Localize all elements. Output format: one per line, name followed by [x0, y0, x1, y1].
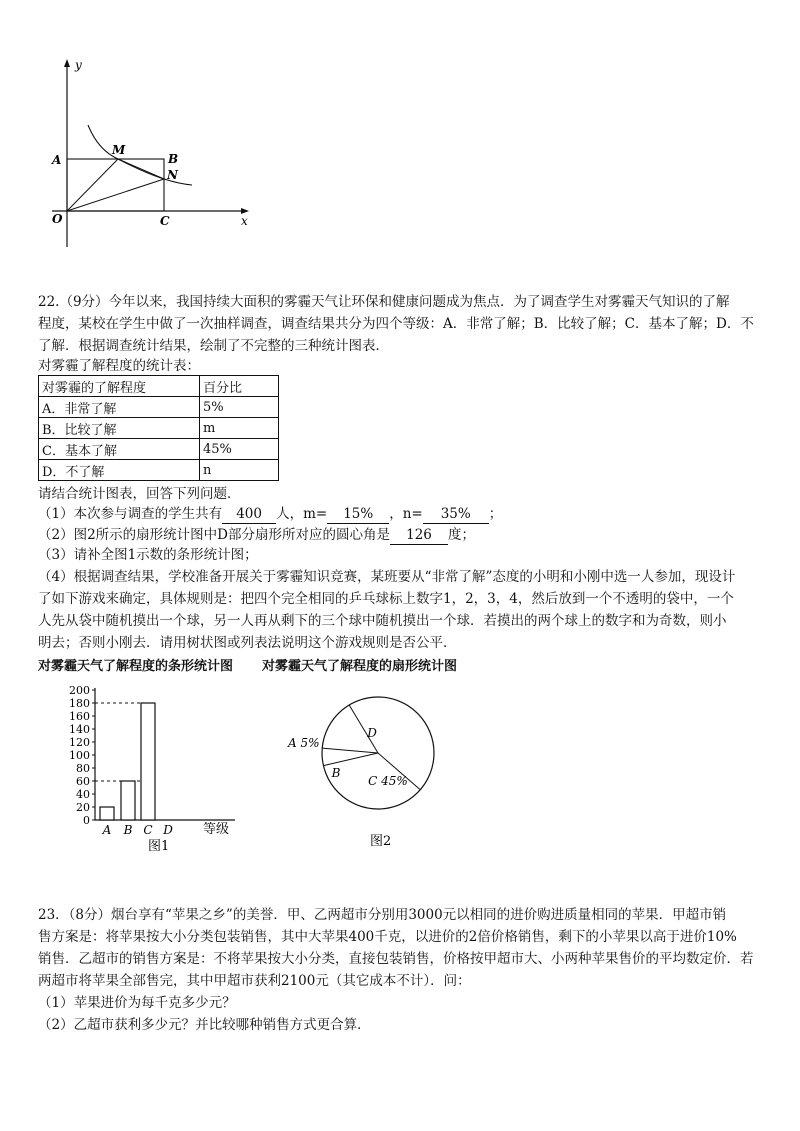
- y-tick-label: 80: [76, 762, 90, 775]
- bar: [121, 781, 135, 820]
- table-header-row: [39, 376, 279, 397]
- x-category-label: D: [163, 823, 173, 837]
- bar: [100, 807, 114, 820]
- y-tick-label: 0: [83, 814, 90, 827]
- bar-figure-caption: 图1: [148, 839, 170, 854]
- q22-line2: 程度，某校在学生中做了一次抽样调查，调查结果共分为四个等级：A．非常了解；B．比较了解；C．基本了解；D．不: [38, 316, 754, 332]
- answer-blank-angle: 126: [390, 526, 448, 545]
- segment-mn: [118, 159, 164, 179]
- table-cell: 5%: [200, 397, 279, 418]
- table-cell: C．基本了解: [39, 439, 200, 460]
- answer-blank-m: 15%: [327, 505, 389, 524]
- segment-om: [67, 159, 118, 211]
- y-tick-label: 100: [69, 749, 90, 762]
- q22-part4-line3: 人先从袋中随机摸出一个球，另一人再从剩下的三个球中随机摸出一个球．若摸出的两个球上的数字和为奇数，则小: [38, 613, 727, 629]
- table-cell: D．不了解: [39, 460, 200, 481]
- table-header-cell: 对雾霾的了解程度: [39, 376, 200, 397]
- table-row: [39, 397, 279, 418]
- part1-text: 人，m=: [276, 506, 328, 522]
- y-tick-label: 40: [76, 788, 90, 801]
- label-x: x: [241, 214, 248, 228]
- answer-blank-total: 400: [222, 505, 276, 524]
- table-row: [39, 460, 279, 481]
- q23-question1: （1）苹果进价为每千克多少元？: [38, 995, 236, 1011]
- label-c: C: [160, 214, 170, 228]
- q23-question2: （2）乙超市获利多少元？并比较哪种销售方式更合算．: [38, 1017, 371, 1033]
- y-axis-arrow: [64, 59, 70, 67]
- table-row: [39, 418, 279, 439]
- x-category-label: B: [123, 823, 133, 837]
- q23-line1: 23．（8分）烟台享有“苹果之乡”的美誉．甲、乙两超市分别用3000元以相同的进价购进质量相同的苹果．甲超市销: [38, 907, 727, 923]
- q22-part1: [38, 505, 502, 524]
- label-y: y: [75, 58, 82, 72]
- y-tick-label: 120: [69, 736, 90, 749]
- bar: [141, 703, 155, 820]
- table-row: [39, 439, 279, 460]
- coordinate-figure: [40, 55, 270, 250]
- q22-part4-line2: 了如下游戏来确定，具体规则是：把四个完全相同的乒乓球标上数字1，2，3，4，然后放到一个不透明的袋中，一个: [38, 591, 734, 607]
- q22-part2: [38, 526, 475, 545]
- table-cell: 45%: [200, 439, 279, 460]
- q22-part4-line1: （4）根据调查结果，学校准备开展关于雾霾知识竞赛，某班要从“非常了解”态度的小明和小刚中选一人参加，现设计: [38, 569, 736, 585]
- table-cell: B．比较了解: [39, 418, 200, 439]
- part1-text: ；: [488, 506, 503, 522]
- y-tick-label: 200: [69, 684, 90, 697]
- pie-slice-label: B: [331, 766, 341, 780]
- bar-chart: [60, 680, 260, 855]
- stat-table: [38, 375, 279, 481]
- table-caption: 对雾霾了解程度的统计表：: [38, 358, 200, 374]
- q22-line3: 了解．根据调查统计结果，绘制了不完整的三种统计图表．: [38, 338, 389, 354]
- x-category-label: A: [102, 823, 112, 837]
- label-n: N: [167, 168, 178, 182]
- y-tick-label: 180: [69, 697, 90, 710]
- label-a: A: [52, 153, 62, 167]
- label-m: M: [112, 143, 126, 157]
- y-tick-label: 140: [69, 723, 90, 736]
- label-b: B: [168, 152, 179, 166]
- table-cell: m: [200, 418, 279, 439]
- q23-line2: 售方案是：将苹果按大小分类包装销售，其中大苹果400千克，以进价的2倍价格销售，剩下的小苹果以高于进价10%: [38, 929, 737, 945]
- pie-slice-label: C 45%: [368, 774, 408, 788]
- table-header-cell: 百分比: [200, 376, 279, 397]
- y-tick-label: 60: [76, 775, 90, 788]
- part2-text: 度；: [448, 527, 476, 543]
- y-tick-label: 160: [69, 710, 90, 723]
- q22-part4-line4: 明去；否则小刚去．请用树状图或列表法说明这个游戏规则是否公平．: [38, 635, 457, 651]
- q22-line1: 22.（9分）今年以来，我国持续大面积的雾霾天气让环保和健康问题成为焦点．为了调查学生对雾霾天气知识的了解: [38, 294, 730, 310]
- part1-text: （1）本次参与调查的学生共有: [38, 506, 223, 522]
- pie-figure-caption: 图2: [370, 834, 392, 849]
- pie-chart-title: 对雾霾天气了解程度的扇形统计图: [262, 659, 458, 674]
- q23-line4: 两超市将苹果全部售完，其中甲超市获利2100元（其它成本不计）．问：: [38, 973, 471, 989]
- part2-text: （2）图2所示的扇形统计图中D部分扇形所对应的圆心角是: [38, 527, 391, 543]
- rectangle-oabc: [67, 159, 164, 211]
- part1-text: ，n=: [389, 506, 423, 522]
- y-tick-label: 20: [76, 801, 90, 814]
- q22-prompt: 请结合统计图表，回答下列问题．: [38, 486, 241, 502]
- x-category-label: C: [143, 823, 153, 837]
- q23-line3: 销售．乙超市的销售方案是：不将苹果按大小分类，直接包装销售，价格按甲超市大、小两种苹果售价的平均数定价．若: [38, 951, 754, 967]
- pie-chart: [280, 695, 480, 855]
- table-cell: A．非常了解: [39, 397, 200, 418]
- answer-blank-n: 35%: [423, 505, 489, 524]
- q22-part3: （3）请补全图1示数的条形统计图；: [38, 547, 258, 563]
- pie-slice-label: D: [367, 726, 377, 740]
- label-o: O: [52, 212, 63, 226]
- table-cell: n: [200, 460, 279, 481]
- x-axis-title: 等级: [203, 822, 230, 837]
- bar-chart-title: 对雾霾天气了解程度的条形统计图: [38, 659, 234, 674]
- segment-on: [67, 179, 164, 211]
- pie-slice-label: A 5%: [288, 736, 320, 750]
